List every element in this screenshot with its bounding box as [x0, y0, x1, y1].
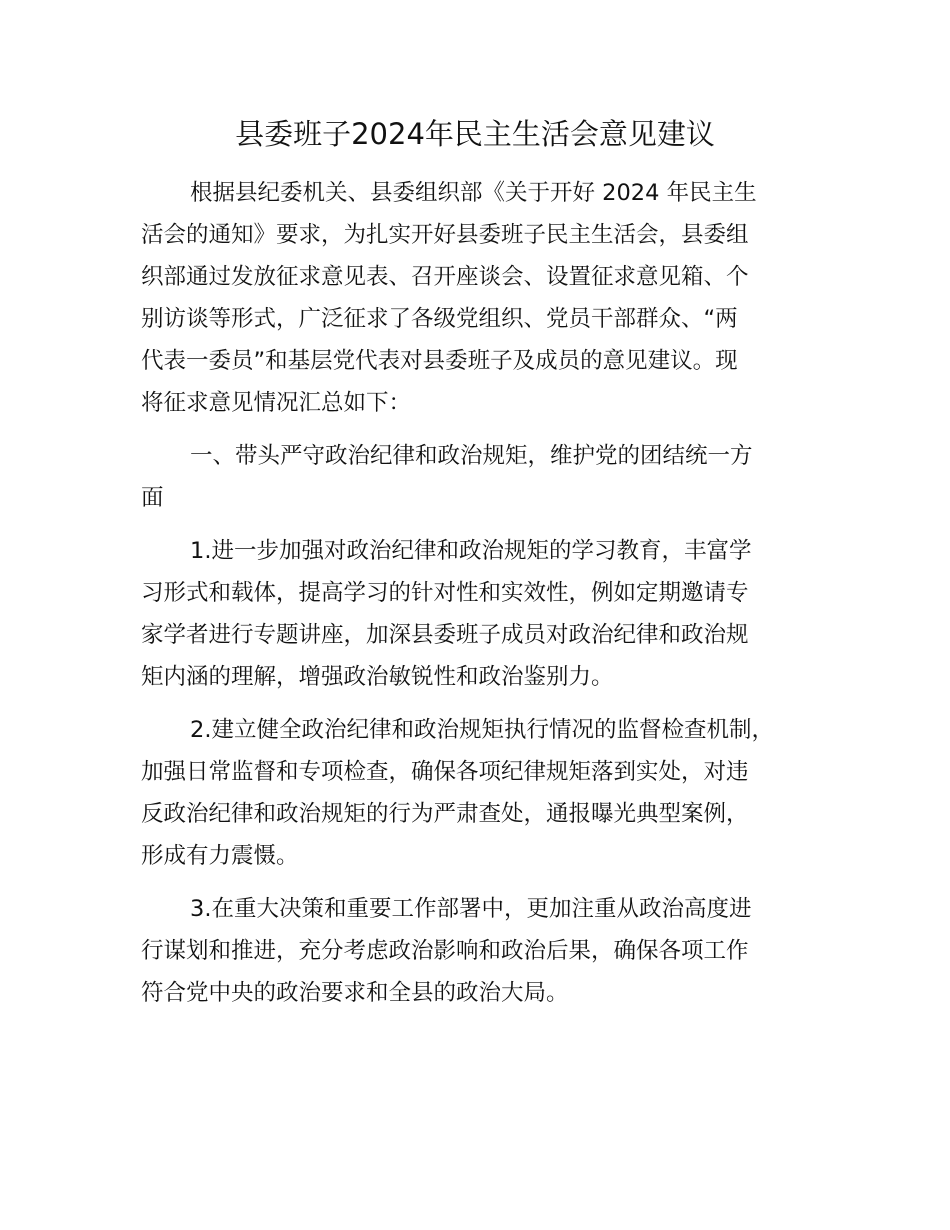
- section-heading-line: 一、带头严守政治纪律和政治规矩，维护党的团结统一方: [190, 443, 753, 469]
- section-heading-line: 面: [141, 485, 164, 511]
- paragraph-line: 符合党中央的政治要求和全县的政治大局。: [141, 980, 569, 1006]
- paragraph-item-1: [141, 530, 831, 698]
- paragraph-line: 代表一委员”和基层党代表对县委班子及成员的意见建议。现: [141, 348, 738, 374]
- paragraph-item-2: [141, 709, 831, 877]
- paragraph-intro: [141, 172, 831, 424]
- paragraph-line: 活会的通知》要求，为扎实开好县委班子民主生活会，县委组: [141, 222, 749, 248]
- section-heading-1: [141, 435, 831, 519]
- paragraph-line: 织部通过发放征求意见表、召开座谈会、设置征求意见箱、个: [141, 264, 749, 290]
- paragraph-line: 2.建立健全政治纪律和政治规矩执行情况的监督检查机制，: [190, 717, 774, 743]
- paragraph-line: 矩内涵的理解，增强政治敏锐性和政治鉴别力。: [141, 664, 614, 690]
- paragraph-line: 3.在重大决策和重要工作部署中，更加注重从政治高度进: [190, 896, 752, 922]
- paragraph-line: 家学者进行专题讲座，加深县委班子成员对政治纪律和政治规: [141, 622, 749, 648]
- paragraph-item-3: [141, 888, 831, 1014]
- document-title: 县委班子2024年民主生活会意见建议: [235, 117, 715, 151]
- paragraph-line: 1.进一步加强对政治纪律和政治规矩的学习教育，丰富学: [190, 538, 752, 564]
- paragraph-line: 反政治纪律和政治规矩的行为严肃查处，通报曝光典型案例，: [141, 801, 749, 827]
- paragraph-line: 习形式和载体，提高学习的针对性和实效性，例如定期邀请专: [141, 580, 749, 606]
- paragraph-line: 加强日常监督和专项检查，确保各项纪律规矩落到实处，对违: [141, 759, 749, 785]
- paragraph-line: 别访谈等形式，广泛征求了各级党组织、党员干部群众、“两: [141, 306, 738, 332]
- paragraph-line: 根据县纪委机关、县委组织部《关于开好 2024 年民主生: [190, 180, 757, 206]
- paragraph-line: 行谋划和推进，充分考虑政治影响和政治后果，确保各项工作: [141, 938, 749, 964]
- paragraph-line: 将征求意见情况汇总如下：: [141, 390, 412, 416]
- paragraph-line: 形成有力震慑。: [141, 843, 299, 869]
- document-body: [141, 172, 831, 1025]
